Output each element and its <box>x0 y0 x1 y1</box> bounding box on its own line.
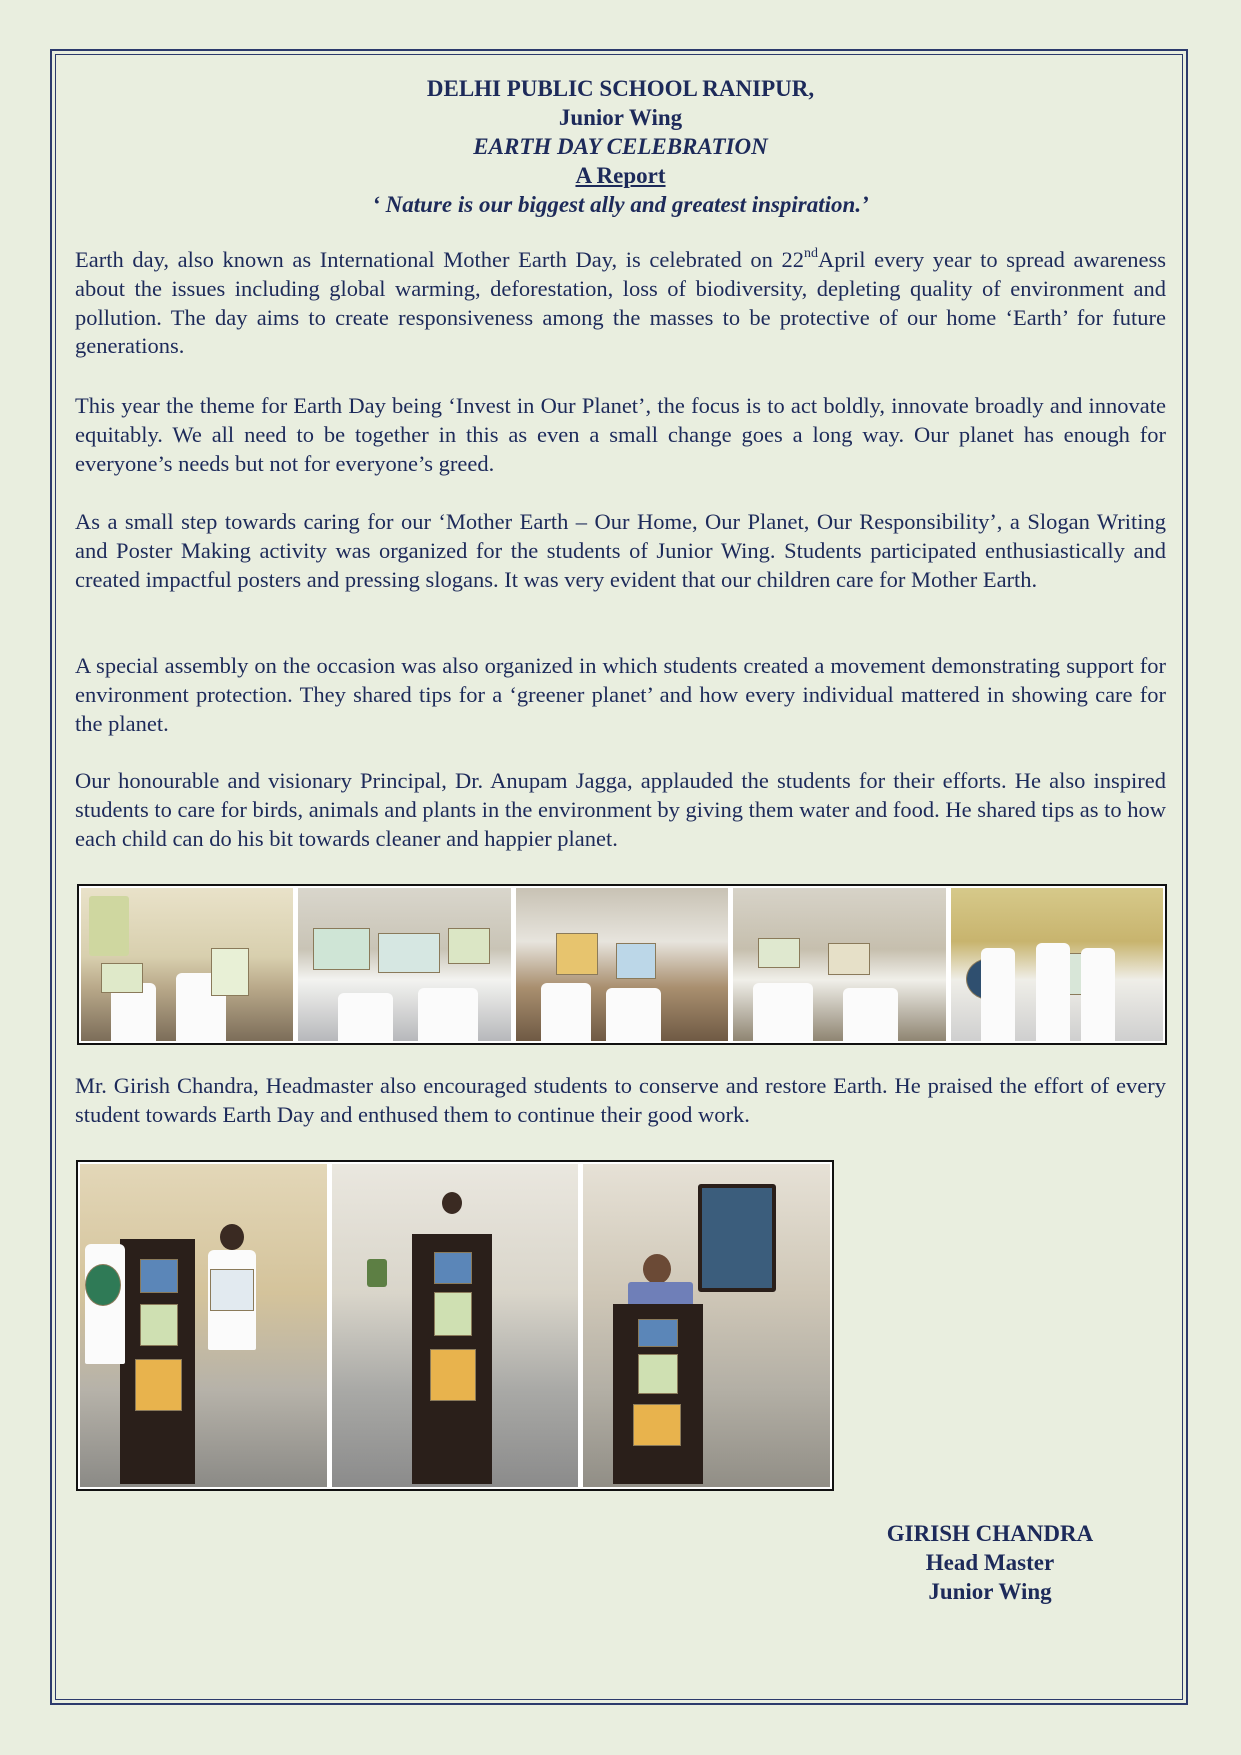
assembly-photo-3 <box>583 1164 830 1487</box>
activity-photo-2 <box>298 888 510 1041</box>
wing-name: Junior Wing <box>558 105 683 130</box>
activity-photo-3 <box>516 888 728 1041</box>
paragraph-intro-rest: April every year to spread awareness about the issues including global warming, deforestation, loss of biodiversity, depleting quality of environment and pollution. The day aims to create responsiveness among the masses to be protective of our home ‘Earth’ for future generations. <box>75 247 1166 359</box>
paragraph-assembly: A special assembly on the occasion was also organized in which students created a movement demonstrating support for environment protection. They shared tips for a ‘greener planet’ and how every individual mattered in showing care for the planet. <box>75 653 1166 736</box>
paragraph-principal: Our honourable and visionary Principal, Dr. Anupam Jagga, applauded the students for their efforts. He also inspired students to care for birds, animals and plants in the environment by giving them water and food. He shared tips as to how each child can do his bit towards cleaner and happier planet. <box>75 768 1167 851</box>
event-title: EARTH DAY CELEBRATION <box>473 134 768 159</box>
report-subtitle: A Report <box>575 163 666 188</box>
quote: ‘ Nature is our biggest ally and greatest inspiration.’ <box>372 192 869 217</box>
report-header <box>75 74 1166 219</box>
paragraph-headmaster: Mr. Girish Chandra, Headmaster also encouraged students to conserve and restore Earth. He praised the effort of every student towards Earth Day and enthused them to continue their good work. <box>75 1073 1166 1127</box>
assembly-photo-strip <box>76 1160 834 1491</box>
paragraph-theme: This year the theme for Earth Day being ‘Invest in Our Planet’, the focus is to act boldly, innovate broadly and innovate equitably. We all need to be together in this as even a small change goes a long way. Our planet has enough for everyone’s needs but not for everyone’s greed. <box>75 393 1166 476</box>
signature-block <box>835 1519 1145 1606</box>
activity-photo-5 <box>951 888 1163 1041</box>
assembly-photo-1 <box>80 1164 327 1487</box>
signatory-name: GIRISH CHANDRA <box>886 1521 1094 1546</box>
activity-photo-4 <box>733 888 945 1041</box>
signatory-unit: Junior Wing <box>928 1579 1052 1604</box>
activity-photo-1 <box>81 888 293 1041</box>
assembly-photo-2 <box>332 1164 579 1487</box>
activity-photo-strip <box>77 884 1167 1045</box>
paragraph-intro <box>75 246 1166 361</box>
paragraph-intro-start: Earth day, also known as International Mother Earth Day, is celebrated on 22 <box>75 247 805 272</box>
signatory-title: Head Master <box>925 1550 1055 1575</box>
ordinal-suffix: nd <box>804 245 819 261</box>
paragraph-activity: As a small step towards caring for our ‘Mother Earth – Our Home, Our Planet, Our Responsibility’, a Slogan Writing and Poster Making activity was organized for the students of Junior Wing. Students participated enthusiastically and created impactful posters and pressing slogans. It was very evident that our children care for Mother Earth. <box>75 509 1166 592</box>
school-name: DELHI PUBLIC SCHOOL RANIPUR, <box>426 76 815 101</box>
